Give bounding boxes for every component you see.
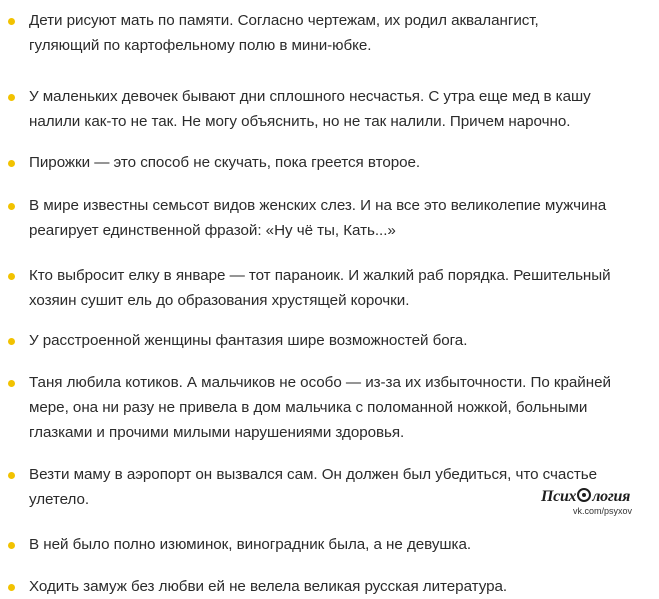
list-item-text: У маленьких девочек бывают дни сплошного несчастья. С утра еще мед в кашу налили как-то не так. Не могу объяснить, но не так налили. Причем нарочно. [29,88,591,130]
logo-title [541,488,630,506]
bullet-dot-icon [8,94,15,101]
list-item-text: В ней было полно изюминок, виноградник была, а не девушка. [29,536,472,553]
list-item-text: Пирожки — это способ не скучать, пока греется второе. [29,154,421,171]
list-item-text: Кто выбросит елку в январе — тот параноик. И жалкий раб порядка. Решительный хозяин сушит ель до образования хрустящей корочки. [29,267,611,309]
logo-url: vk.com/psyxov [573,506,633,516]
eye-icon [577,488,591,502]
list-item-text: Дети рисуют мать по памяти. Согласно чертежам, их родил аквалангист, гуляющий по картофельному полю в мини-юбке. [29,12,539,54]
bullet-dot-icon [8,160,15,167]
bullet-dot-icon [8,472,15,479]
bullet-dot-icon [8,338,15,345]
list-item-text: У расстроенной женщины фантазия шире возможностей бога. [29,332,468,349]
list-item-text: Везти маму в аэропорт он вызвался сам. Он должен был убедиться, что счастье улетело. [29,466,598,508]
logo-title-part1: Псих [541,488,577,505]
list-item-text: Ходить замуж без любви ей не велела великая русская литература. [29,578,508,595]
bullet-dot-icon [8,542,15,549]
bullet-dot-icon [8,203,15,210]
bullet-dot-icon [8,584,15,591]
psychology-logo [541,488,656,518]
bullet-dot-icon [8,18,15,25]
bullet-dot-icon [8,273,15,280]
list-item-text: Таня любила котиков. А мальчиков не особо — из-за их избыточности. По крайней мере, она ни разу не привела в дом мальчика с поломанной ножкой, больными глазками и прочими милыми нарушениями здоровья. [29,374,611,441]
list-item-text: В мире известны семьсот видов женских слез. И на все это великолепие мужчина реагирует единственной фразой: «Ну чё ты, Кать...» [29,197,607,239]
logo-title-part2: логия [592,488,631,505]
bullet-dot-icon [8,380,15,387]
